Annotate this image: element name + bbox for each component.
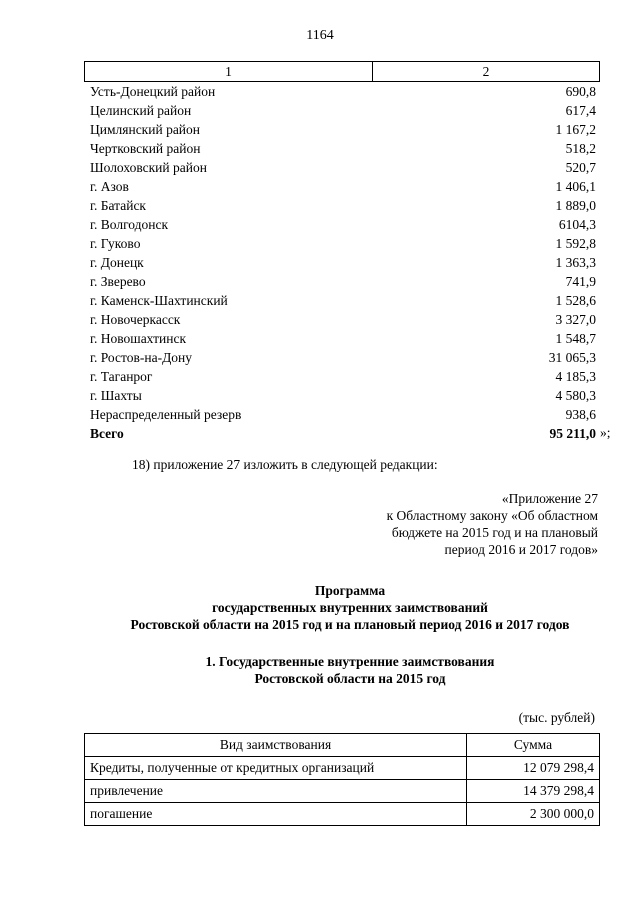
appendix-line: «Приложение 27 (501, 491, 598, 506)
appendix-line: период 2016 и 2017 годов» (444, 542, 598, 557)
units-label: (тыс. рублей) (518, 710, 595, 725)
total-name: Всего (90, 426, 124, 441)
row-name: привлечение (85, 780, 467, 803)
row-value: 518,2 (565, 141, 596, 156)
row-name: Кредиты, полученные от кредитных организаций (85, 757, 467, 780)
table-row (90, 348, 596, 367)
row-name: г. Гуково (90, 236, 141, 251)
row-value: 1 406,1 (555, 179, 596, 194)
program-title (60, 582, 640, 633)
table-row (90, 367, 596, 386)
table-row (90, 177, 596, 196)
row-name: Цимлянский район (90, 122, 201, 137)
program-title-line: Программа (314, 583, 386, 598)
row-name: г. Донецк (90, 255, 144, 270)
table-row (90, 158, 596, 177)
table-row (90, 101, 596, 120)
table1-body (90, 82, 596, 443)
row-name: г. Каменск-Шахтинский (90, 293, 228, 308)
row-value: 1 528,6 (555, 293, 596, 308)
section-title-line: Ростовской области на 2015 год (254, 671, 446, 686)
row-value: 6104,3 (558, 217, 596, 232)
table-header-row (85, 734, 600, 757)
row-name: погашение (85, 803, 467, 826)
row-value: 4 185,3 (555, 369, 596, 384)
row-name: г. Азов (90, 179, 129, 194)
table-row (90, 291, 596, 310)
row-name: г. Батайск (90, 198, 146, 213)
header-amount: Сумма (467, 734, 600, 757)
appendix-line: бюджете на 2015 год и на плановый (391, 525, 598, 540)
row-value: 1 167,2 (555, 122, 596, 137)
table-row (90, 120, 596, 139)
table-row (90, 139, 596, 158)
row-value: 31 065,3 (548, 350, 596, 365)
program-title-line: государственных внутренних заимствований (212, 600, 488, 615)
row-name: г. Таганрог (90, 369, 153, 384)
row-value: 3 327,0 (555, 312, 596, 327)
row-value: 4 580,3 (555, 388, 596, 403)
table-row (90, 196, 596, 215)
page-number: 1164 (306, 28, 334, 43)
program-title-line: Ростовской области на 2015 год и на плановый период 2016 и 2017 годов (130, 617, 570, 632)
row-name: г. Ростов-на-Дону (90, 350, 193, 365)
row-value: 1 548,7 (555, 331, 596, 346)
table-row (90, 82, 596, 101)
paragraph-18: 18) приложение 27 изложить в следующей редакции: (132, 457, 438, 472)
section-title-line: 1. Государственные внутренние заимствования (205, 654, 495, 669)
row-value: 14 379 298,4 (467, 780, 600, 803)
table-row (90, 386, 596, 405)
row-value: 1 363,3 (555, 255, 596, 270)
table-row (90, 234, 596, 253)
table-row (85, 780, 600, 803)
row-value: 741,9 (565, 274, 596, 289)
table-row (90, 329, 596, 348)
row-name: Нераспределенный резерв (90, 407, 242, 422)
table1-header-col2: 2 (482, 64, 490, 79)
total-value: 95 211,0 (549, 426, 596, 441)
section-title (60, 653, 640, 687)
table-row (90, 405, 596, 424)
table1-header (84, 61, 600, 82)
appendix-reference (340, 490, 598, 558)
row-value: 617,4 (565, 103, 596, 118)
row-name: г. Новошахтинск (90, 331, 186, 346)
total-closing-quote: »; (600, 425, 611, 440)
row-value: 1 889,0 (555, 198, 596, 213)
row-name: Шолоховский район (90, 160, 207, 175)
row-name: г. Шахты (90, 388, 142, 403)
row-name: г. Волгодонск (90, 217, 169, 232)
row-value: 938,6 (565, 407, 596, 422)
header-type: Вид заимствования (85, 734, 467, 757)
row-name: г. Новочеркасск (90, 312, 181, 327)
borrowings-table (84, 733, 600, 826)
table-row (85, 757, 600, 780)
table-row (85, 803, 600, 826)
row-name: Целинский район (90, 103, 192, 118)
row-value: 1 592,8 (555, 236, 596, 251)
appendix-line: к Областному закону «Об областном (386, 508, 598, 523)
table-row (90, 310, 596, 329)
row-value: 2 300 000,0 (467, 803, 600, 826)
table1-header-col1: 1 (85, 62, 373, 81)
row-value: 520,7 (565, 160, 596, 175)
row-name: Чертковский район (90, 141, 201, 156)
table-row (90, 272, 596, 291)
row-value: 12 079 298,4 (467, 757, 600, 780)
row-name: г. Зверево (90, 274, 146, 289)
table-row (90, 253, 596, 272)
row-name: Усть-Донецкий район (90, 84, 216, 99)
table1-total-row (90, 424, 596, 443)
row-value: 690,8 (565, 84, 596, 99)
table-row (90, 215, 596, 234)
